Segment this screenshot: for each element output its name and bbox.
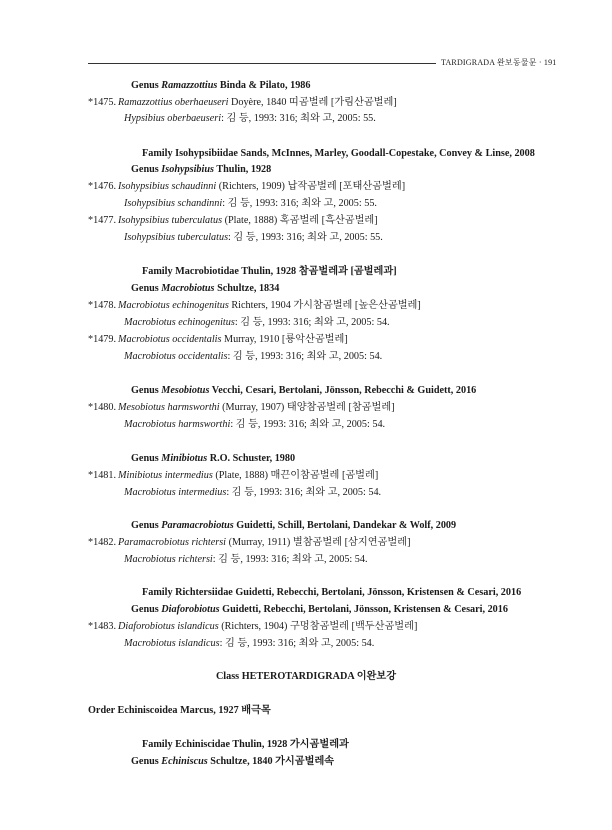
- authority-text: Binda & Pilato, 1986: [217, 80, 311, 91]
- authority-text: : 김 등, 1993: 316; 최와 고, 2005: 54.: [230, 419, 386, 430]
- taxon-name: Macrobiotus islandicus: [124, 638, 220, 649]
- entry-number: *1482.: [88, 537, 117, 548]
- species-entry: [88, 402, 395, 414]
- taxon-name: Macrobiotus: [161, 283, 215, 294]
- taxon-name: Isohypsibius: [161, 164, 214, 175]
- taxon-name: Isohypsibius tuberculatus: [118, 215, 223, 226]
- authority-text: Murray, 1910 [룡악산곰벌레]: [221, 334, 348, 345]
- running-header: TARDIGRADA 완보동물문 · 191: [441, 58, 557, 67]
- synonym-line: [124, 351, 382, 363]
- species-entry: [88, 621, 417, 633]
- taxon-name: Ramazzottius: [161, 80, 218, 91]
- authority-text: Schultze, 1834: [214, 283, 280, 294]
- header-rule: [88, 63, 436, 64]
- entry-number: *1479.: [88, 334, 117, 345]
- taxon-heading: [131, 80, 310, 92]
- taxon-name: Macrobiotus occidentalis: [118, 334, 222, 345]
- authority-text: : 김 등, 1993: 316; 최와 고, 2005: 54.: [219, 638, 375, 649]
- entry-number: *1483.: [88, 621, 117, 632]
- species-entry: [88, 97, 397, 109]
- taxon-name: Minibiotus intermedius: [118, 470, 213, 481]
- synonym-line: [124, 419, 385, 431]
- entry-number: *1477.: [88, 215, 117, 226]
- heading-text: Family Echiniscidae Thulin, 1928 가시곰벌레과: [142, 739, 349, 750]
- heading-text: Genus: [131, 453, 162, 464]
- heading-text: Family Richtersiidae Guidetti, Rebecchi, Bertolani, Jönsson, Kristensen & Cesari, 2016: [142, 587, 522, 598]
- heading-text: Order Echiniscoidea Marcus, 1927 배극목: [88, 705, 271, 716]
- taxon-heading: [131, 385, 476, 397]
- taxon-heading: [131, 756, 334, 768]
- authority-text: Schultze, 1840 가시곰벌레속: [207, 756, 335, 767]
- authority-text: : 김 등, 1993: 316; 최와 고, 2005: 55.: [222, 198, 377, 209]
- authority-text: Guidetti, Schill, Bertolani, Dandekar & Wolf, 2009: [233, 520, 457, 531]
- authority-text: (Plate, 1888) 혹곰벌레 [흑산곰벌레]: [222, 215, 378, 226]
- authority-text: : 김 등, 1993: 316; 최와 고, 2005: 55.: [221, 113, 376, 124]
- authority-text: (Murray, 1907) 태양참곰벌레 [참곰벌레]: [219, 402, 395, 413]
- heading-text: Genus: [131, 604, 162, 615]
- species-entry: [88, 300, 421, 312]
- synonym-line: [124, 232, 383, 244]
- entry-number: *1480.: [88, 402, 117, 413]
- species-entry: [88, 215, 378, 227]
- taxon-name: Macrobiotus harmsworthi: [124, 419, 231, 430]
- authority-text: Richters, 1904 가시참곰벌레 [높은산곰벌레]: [228, 300, 421, 311]
- authority-text: (Plate, 1888) 매끈이참곰벌레 [곰벌레]: [212, 470, 379, 481]
- authority-text: : 김 등, 1993: 316; 최와 고, 2005: 54.: [227, 351, 383, 362]
- taxon-name: Macrobiotus occidentalis: [124, 351, 228, 362]
- heading-text: Genus: [131, 80, 162, 91]
- heading-text: Family Isohypsibiidae Sands, McInnes, Marley, Goodall-Copestake, Convey & Linse, 2008: [142, 148, 535, 159]
- authority-text: Doyère, 1840 띠곰벌레 [가림산곰벌레]: [228, 97, 397, 108]
- synonym-line: [124, 198, 377, 210]
- taxon-heading: [131, 520, 456, 532]
- authority-text: (Richters, 1904) 구멍참곰벌레 [백두산곰벌레]: [218, 621, 418, 632]
- entry-number: *1481.: [88, 470, 117, 481]
- taxon-heading: [142, 739, 349, 751]
- entry-number: *1478.: [88, 300, 117, 311]
- taxon-heading: [131, 453, 295, 465]
- heading-text: Family Macrobiotidae Thulin, 1928 참곰벌레과 [곰벌레과]: [142, 266, 397, 277]
- taxon-name: Macrobiotus richtersi: [124, 554, 213, 565]
- authority-text: Thulin, 1928: [213, 164, 272, 175]
- taxon-name: Macrobiotus echinogenitus: [118, 300, 229, 311]
- taxon-name: Macrobiotus echinogenitus: [124, 317, 235, 328]
- entry-number: *1475.: [88, 97, 117, 108]
- synonym-line: [124, 487, 381, 499]
- taxon-name: Diaforobiotus: [161, 604, 220, 615]
- heading-text: Genus: [131, 520, 162, 531]
- taxon-name: Isohypsibius schandinni: [124, 198, 223, 209]
- taxon-name: Mesobiotus: [161, 385, 210, 396]
- taxon-heading: [142, 587, 521, 599]
- heading-text: Genus: [131, 385, 162, 396]
- heading-text: Class HETEROTARDIGRADA 이완보강: [215, 671, 397, 682]
- authority-text: R.O. Schuster, 1980: [207, 453, 296, 464]
- species-entry: [88, 470, 378, 482]
- taxon-heading: [88, 705, 271, 717]
- synonym-line: [124, 113, 376, 125]
- taxon-name: Mesobiotus harmsworthi: [118, 402, 220, 413]
- taxon-name: Isohypsibius tuberculatus: [124, 232, 229, 243]
- authority-text: (Murray, 1911) 별참곰벌레 [삼지연곰벌레]: [226, 537, 411, 548]
- taxon-heading: [142, 266, 397, 278]
- heading-text: Genus: [131, 283, 162, 294]
- authority-text: : 김 등, 1993: 316; 최와 고, 2005: 54.: [226, 487, 382, 498]
- class-heading: [0, 671, 612, 683]
- heading-text: Genus: [131, 164, 162, 175]
- taxon-name: Hypsibius oberbaeuseri: [124, 113, 222, 124]
- taxon-heading: [131, 283, 279, 295]
- species-entry: [88, 537, 410, 549]
- authority-text: : 김 등, 1993: 316; 최와 고, 2005: 54.: [234, 317, 390, 328]
- taxon-name: Minibiotus: [161, 453, 208, 464]
- species-entry: [88, 181, 405, 193]
- authority-text: : 김 등, 1993: 316; 최와 고, 2005: 55.: [228, 232, 383, 243]
- synonym-line: [124, 554, 368, 566]
- taxon-name: Paramacrobiotus richtersi: [118, 537, 227, 548]
- taxon-name: Isohypsibius schaudinni: [118, 181, 217, 192]
- species-entry: [88, 334, 348, 346]
- taxon-name: Echiniscus: [161, 756, 208, 767]
- taxon-heading: [131, 164, 271, 176]
- synonym-line: [124, 638, 374, 650]
- authority-text: Guidetti, Rebecchi, Bertolani, Jönsson, Kristensen & Cesari, 2016: [219, 604, 508, 615]
- authority-text: (Richters, 1909) 납작곰벌레 [포태산곰벌레]: [216, 181, 406, 192]
- taxon-name: Macrobiotus intermedius: [124, 487, 227, 498]
- entry-number: *1476.: [88, 181, 117, 192]
- taxon-heading: [131, 604, 508, 616]
- authority-text: Vecchi, Cesari, Bertolani, Jönsson, Rebecchi & Guidett, 2016: [209, 385, 477, 396]
- taxon-name: Ramazzottius oberhaeuseri: [118, 97, 229, 108]
- heading-text: Genus: [131, 756, 162, 767]
- taxon-name: Paramacrobiotus: [161, 520, 234, 531]
- taxon-name: Diaforobiotus islandicus: [118, 621, 219, 632]
- authority-text: : 김 등, 1993: 316; 최와 고, 2005: 54.: [212, 554, 368, 565]
- taxon-heading: [142, 148, 535, 160]
- synonym-line: [124, 317, 390, 329]
